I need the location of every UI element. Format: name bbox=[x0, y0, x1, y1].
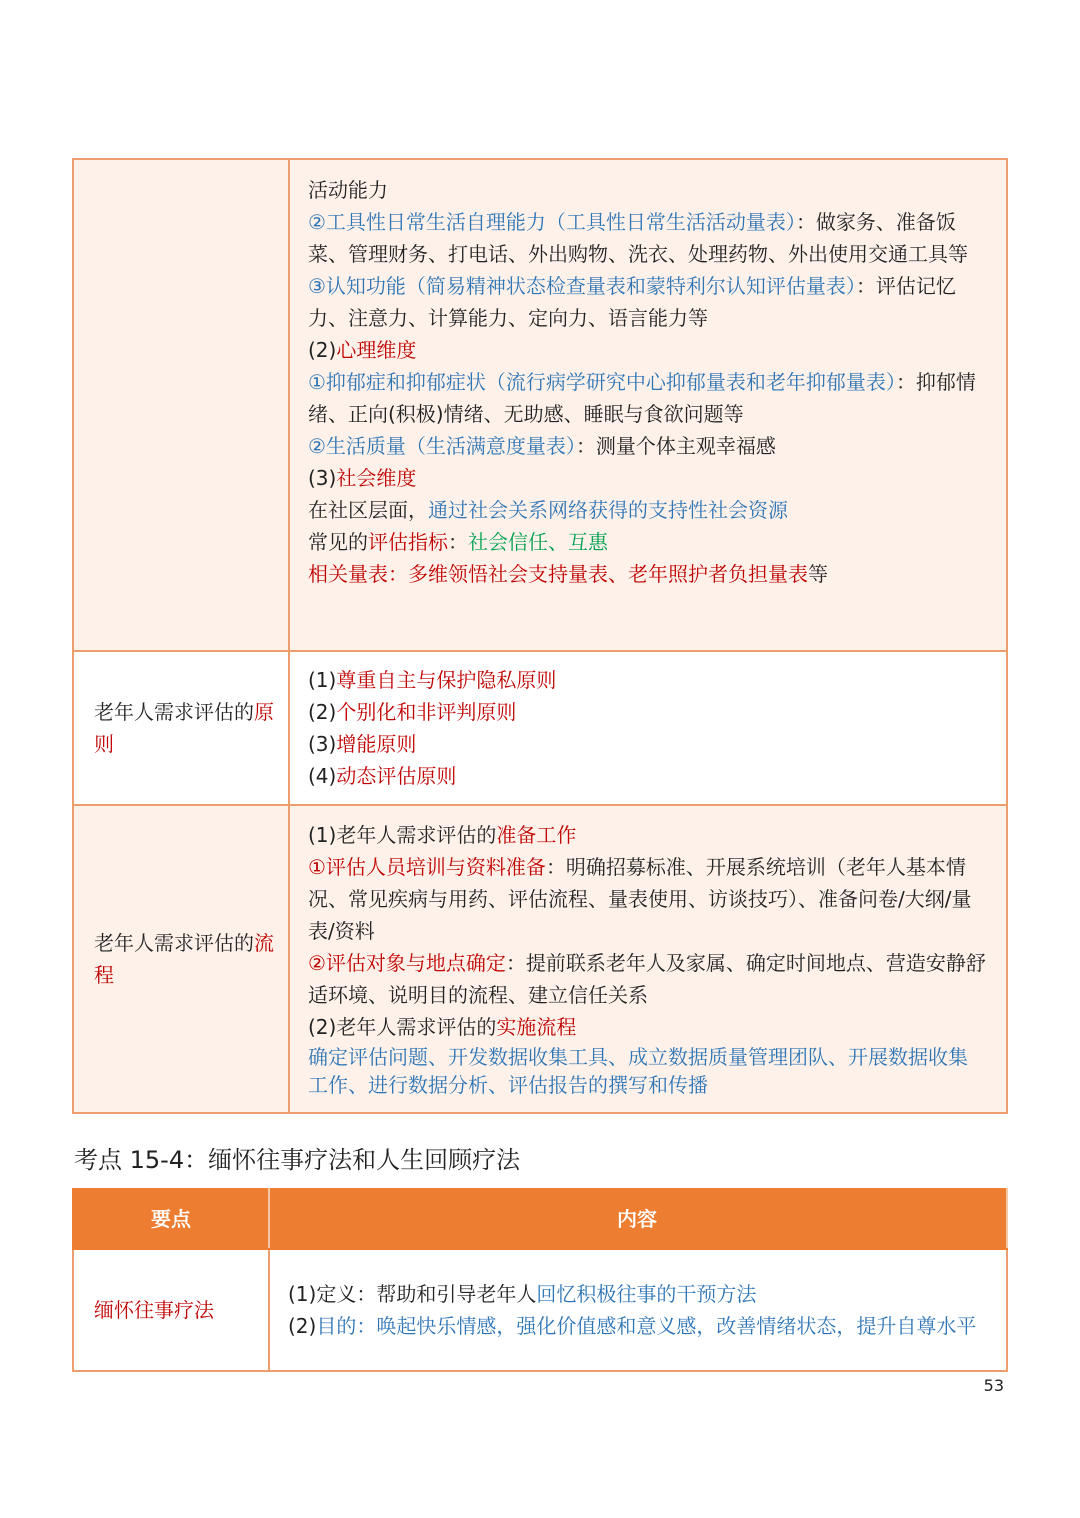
content-line bbox=[308, 664, 986, 696]
text-run: 等 bbox=[808, 562, 828, 586]
text-run: (2) bbox=[308, 338, 337, 362]
content-line bbox=[308, 366, 986, 430]
text-run: ③认知功能（简易精神状态检查量表和蒙特利尔认知评估量表） bbox=[308, 274, 856, 298]
text-run: 动态评估原则 bbox=[336, 764, 457, 788]
text-run: 社会维度 bbox=[336, 466, 417, 490]
text-run: (2)老年人需求评估的 bbox=[308, 1015, 497, 1039]
row-content-principles bbox=[289, 651, 1007, 805]
content-line bbox=[308, 728, 986, 760]
text-run: (1)老年人需求评估的 bbox=[308, 823, 497, 847]
text-run: 常见的 bbox=[308, 530, 368, 554]
text-run: 老年人需求评估的 bbox=[94, 700, 254, 724]
text-run: 心理维度 bbox=[336, 338, 417, 362]
content-line bbox=[308, 462, 986, 494]
table-header bbox=[73, 1189, 1007, 1249]
row-key-reminiscence bbox=[73, 1249, 269, 1371]
table-row bbox=[73, 805, 1007, 1113]
text-run: 老年人需求评估的 bbox=[94, 931, 254, 955]
content-line bbox=[288, 1310, 986, 1342]
table-row bbox=[73, 1249, 1007, 1371]
text-run: (3) bbox=[308, 466, 337, 490]
content-line bbox=[308, 1011, 986, 1043]
text-run: 原则 bbox=[94, 700, 274, 756]
content-line bbox=[308, 526, 986, 558]
text-run: ： bbox=[448, 530, 468, 554]
table-row bbox=[73, 651, 1007, 805]
content-line bbox=[288, 1278, 986, 1310]
page-number: 53 bbox=[983, 1376, 1004, 1395]
text-run: 确定评估问题、开发数据收集工具、成立数据质量管理团队、开展数据收集工作、进行数据分析、评估报告的撰写和传播 bbox=[308, 1045, 968, 1097]
row-key-process bbox=[73, 805, 289, 1113]
header-key: 要点 bbox=[73, 1189, 269, 1249]
text-run: ：评估记忆力、注意力、计算能力、定向力、语言能力等 bbox=[308, 274, 956, 330]
content-line bbox=[308, 206, 986, 270]
content-line bbox=[308, 334, 986, 366]
content-line bbox=[308, 760, 986, 792]
content-line bbox=[308, 947, 986, 1011]
section-title: 考点 15-4：缅怀往事疗法和人生回顾疗法 bbox=[74, 1146, 521, 1174]
text-run: 活动能力 bbox=[308, 178, 388, 202]
text-run: (2) bbox=[288, 1314, 317, 1338]
text-run: ②生活质量（生活满意度量表） bbox=[308, 434, 576, 458]
text-run: ①评估人员培训与资料准备 bbox=[308, 855, 546, 879]
text-run: (2) bbox=[308, 700, 337, 724]
content-line bbox=[308, 1043, 986, 1099]
row-key-principles bbox=[73, 651, 289, 805]
text-run: ：提前联系老年人及家属、确定时间地点、营造安静舒适环境、说明目的流程、建立信任关系 bbox=[308, 951, 986, 1007]
text-run: 社会信任、互惠 bbox=[468, 530, 608, 554]
text-run: (1) bbox=[308, 668, 337, 692]
text-run: ②评估对象与地点确定 bbox=[308, 951, 506, 975]
row-content-process bbox=[289, 805, 1007, 1113]
text-run: ①抑郁症和抑郁症状（流行病学研究中心抑郁量表和老年抑郁量表） bbox=[308, 370, 896, 394]
text-run: 尊重自主与保护隐私原则 bbox=[336, 668, 557, 692]
content-line bbox=[308, 851, 986, 947]
text-run: 通过社会关系网络获得的支持性社会资源 bbox=[428, 498, 788, 522]
text-run: 目的： bbox=[316, 1314, 377, 1338]
text-run: ：明确招募标准、开展系统培训（老年人基本情况、常见疾病与用药、评估流程、量表使用、访谈技巧）、准备问卷/大纲/量表/资料 bbox=[308, 855, 972, 943]
text-run: 评估指标 bbox=[368, 530, 448, 554]
content-line bbox=[308, 696, 986, 728]
text-run: 个别化和非评判原则 bbox=[336, 700, 517, 724]
text-run: ②工具性日常生活自理能力（工具性日常生活活动量表） bbox=[308, 210, 796, 234]
text-run: 相关量表：多维领悟社会支持量表、老年照护者负担量表 bbox=[308, 562, 808, 586]
content-line bbox=[308, 558, 986, 590]
text-run: ：抑郁情绪、正向(积极)情绪、无助感、睡眠与食欲问题等 bbox=[308, 370, 976, 426]
text-run: (4) bbox=[308, 764, 337, 788]
content-line bbox=[308, 174, 986, 206]
text-run: ：测量个体主观幸福感 bbox=[575, 434, 776, 458]
text-run: (3) bbox=[308, 732, 337, 756]
text-run: 唤起快乐情感，强化价值感和意义感，改善情绪状态，提升自尊水平 bbox=[376, 1314, 977, 1338]
header-value: 内容 bbox=[269, 1189, 1007, 1249]
text-run: (1)定义：帮助和引导老年人 bbox=[288, 1282, 537, 1306]
content-line bbox=[308, 819, 986, 851]
text-run: 在社区层面， bbox=[308, 498, 428, 522]
text-run: ：做家务、准备饭菜、管理财务、打电话、外出购物、洗衣、处理药物、外出使用交通工具等 bbox=[308, 210, 968, 266]
text-run: 缅怀往事疗法 bbox=[94, 1298, 214, 1322]
content-line bbox=[308, 494, 986, 526]
text-run: 流程 bbox=[94, 931, 274, 987]
text-run: 实施流程 bbox=[496, 1015, 577, 1039]
row-key bbox=[73, 159, 289, 651]
content-line bbox=[308, 270, 986, 334]
table-row bbox=[73, 159, 1007, 651]
row-content-reminiscence bbox=[269, 1249, 1007, 1371]
text-run: 增能原则 bbox=[336, 732, 417, 756]
row-content bbox=[289, 159, 1007, 651]
therapy-table bbox=[72, 1188, 1008, 1372]
text-run: 准备工作 bbox=[496, 823, 577, 847]
text-run: 回忆积极往事的干预方法 bbox=[536, 1282, 757, 1306]
assessment-table bbox=[72, 158, 1008, 1114]
content-line bbox=[308, 430, 986, 462]
